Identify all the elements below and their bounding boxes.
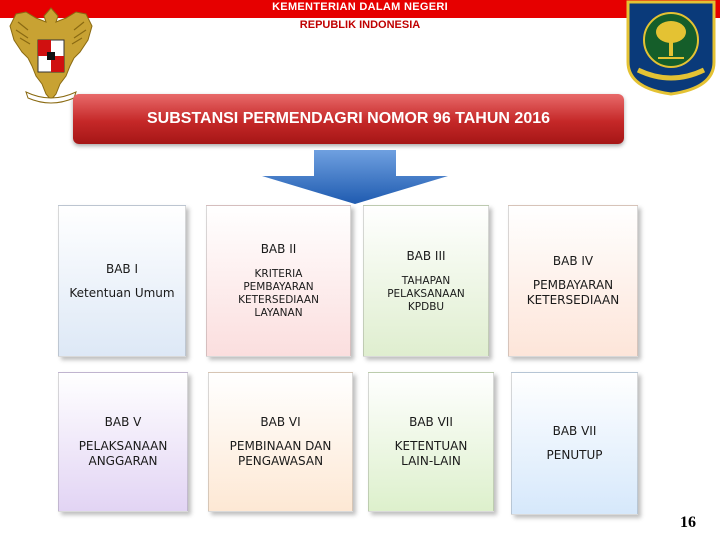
ministry-name: KEMENTERIAN DALAM NEGERI xyxy=(272,1,448,13)
chapter-subtitle: PEMBINAAN DAN PENGAWASAN xyxy=(229,439,332,468)
chapter-title: BAB I xyxy=(105,261,139,276)
chapter-title: BAB V xyxy=(104,415,142,429)
chapter-card-bab-3 xyxy=(363,205,489,357)
chapter-title: BAB II xyxy=(260,242,297,256)
chapter-card-bab-1 xyxy=(58,205,186,357)
chapter-card-bab-6 xyxy=(208,372,353,512)
chapter-subtitle: PEMBAYARAN KETERSEDIAAN xyxy=(526,278,620,307)
chapter-subtitle: TAHAPAN PELAKSANAAN KPDBU xyxy=(387,274,465,313)
chapter-card-bab-2 xyxy=(206,205,351,357)
garuda-emblem-icon xyxy=(6,0,96,108)
chapter-subtitle: PELAKSANAAN ANGGARAN xyxy=(78,439,168,468)
chapter-subtitle: KETENTUAN LAIN-LAIN xyxy=(394,439,468,468)
page-number: 16 xyxy=(680,514,696,531)
chapter-card-bab-4 xyxy=(508,205,638,357)
regulation-title-banner: SUBSTANSI PERMENDAGRI NOMOR 96 TAHUN 2016 xyxy=(73,94,624,144)
chapter-card-bab-8 xyxy=(511,372,638,515)
republic-name: REPUBLIK INDONESIA xyxy=(299,19,421,31)
chapter-title: BAB VI xyxy=(260,415,301,429)
chapter-subtitle: KRITERIA PEMBAYARAN KETERSEDIAAN LAYANAN xyxy=(238,268,319,319)
chapter-card-bab-7 xyxy=(368,372,494,512)
chapter-title: BAB VII xyxy=(552,424,597,438)
chapter-card-bab-5 xyxy=(58,372,188,512)
chapter-subtitle: Ketentuan Umum xyxy=(69,285,175,300)
chapter-title: BAB III xyxy=(406,248,446,263)
chapter-title: BAB IV xyxy=(552,254,594,268)
kemendagri-logo-icon xyxy=(622,0,720,96)
chapter-subtitle: PENUTUP xyxy=(546,448,603,462)
arrow-down-icon xyxy=(262,150,448,204)
chapter-title: BAB VII xyxy=(409,415,453,429)
